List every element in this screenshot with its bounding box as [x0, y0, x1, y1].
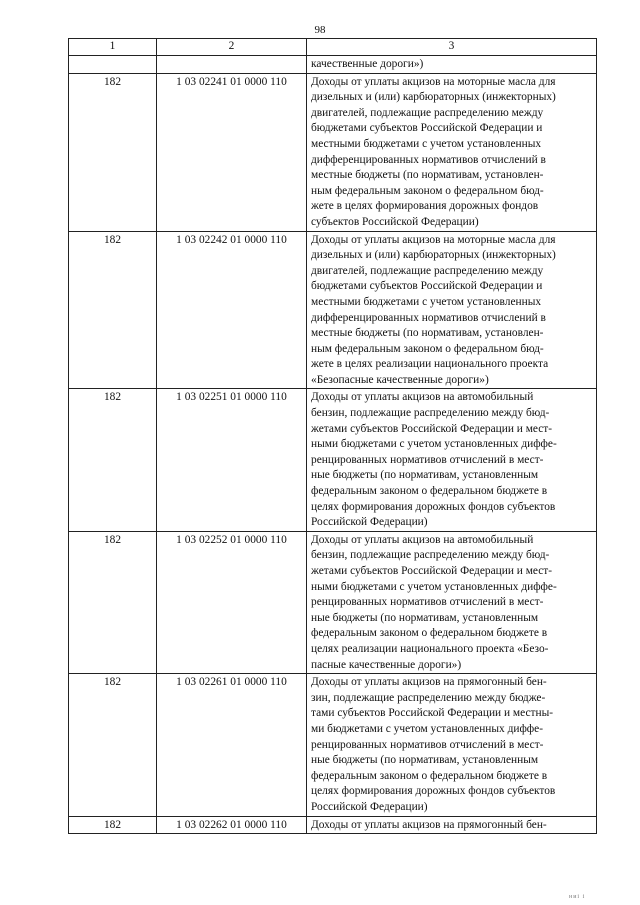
description-line: ные бюджеты (по нормативам, установленным: [311, 611, 539, 624]
description-line: жете в целях реализации национального проекта: [311, 358, 549, 371]
description-line: Российской Федерации): [311, 800, 428, 813]
description-line: ренцированных нормативов отчислений в мест-: [311, 738, 544, 751]
budget-classification-code-cell: 1 03 02262 01 0000 110: [157, 816, 307, 834]
admin-code-cell: 182: [69, 231, 157, 389]
description-line: местные бюджеты (по нормативам, установлен-: [311, 327, 544, 340]
table-row: [69, 816, 597, 834]
description-line: целях формирования дорожных фондов субъектов: [311, 500, 556, 513]
description-line: ным федеральным законом о федеральном бюд-: [311, 184, 544, 197]
description-line: федеральным законом о федеральном бюджете в: [311, 627, 548, 640]
description-line: местными бюджетами с учетом установленных: [311, 137, 542, 150]
description-line: ми бюджетами с учетом установленных диффе-: [311, 722, 544, 735]
description-line: ным федеральным законом о федеральном бюд-: [311, 342, 544, 355]
description-line: бюджетами субъектов Российской Федерации и: [311, 122, 543, 135]
description-line: Доходы от уплаты акцизов на моторные масла для: [311, 233, 556, 246]
revenue-description-cell: [307, 56, 597, 74]
table-row: [69, 531, 597, 673]
revenue-description-cell: [307, 73, 597, 231]
description-line: дифференцированных нормативов отчислений в: [311, 153, 546, 166]
description-line: качественные дороги»): [311, 58, 424, 70]
description-line: ными бюджетами с учетом установленных диффе-: [311, 580, 557, 593]
description-line: Доходы от уплаты акцизов на моторные масла для: [311, 75, 556, 88]
description-line: двигателей, подлежащие распределению между: [311, 264, 544, 277]
description-line: местными бюджетами с учетом установленных: [311, 295, 542, 308]
description-line: целях реализации национального проекта «Безо-: [311, 642, 549, 655]
budget-classification-code-cell: [157, 56, 307, 74]
column-number-3: 3: [307, 39, 597, 56]
table-row: [69, 231, 597, 389]
column-number-2: 2: [157, 39, 307, 56]
revenue-description-cell: [307, 816, 597, 834]
revenue-description-cell: [307, 231, 597, 389]
revenue-description-cell: [307, 389, 597, 531]
description-line: жете в целях формирования дорожных фондов: [311, 200, 539, 213]
page-number: 98: [314, 24, 326, 36]
table-row: [69, 389, 597, 531]
description-line: дизельных и (или) карбюраторных (инжекторных): [311, 249, 556, 262]
budget-classification-code-cell: 1 03 02251 01 0000 110: [157, 389, 307, 531]
description-line: бензин, подлежащие распределению между бюд-: [311, 407, 550, 420]
budget-revenue-table: [68, 38, 597, 834]
description-line: ренцированных нормативов отчислений в мест-: [311, 453, 544, 466]
description-line: «Безопасные качественные дороги»): [311, 373, 489, 386]
description-line: жетами субъектов Российской Федерации и мест-: [311, 422, 553, 435]
description-line: ренцированных нормативов отчислений в мест-: [311, 596, 544, 609]
description-line: жетами субъектов Российской Федерации и мест-: [311, 565, 553, 577]
description-line: зин, подлежащие распределению между бюдже-: [311, 691, 546, 704]
revenue-description-cell: [307, 531, 597, 673]
description-line: ные бюджеты (по нормативам, установленным: [311, 754, 539, 767]
description-line: ные бюджеты (по нормативам, установленным: [311, 469, 539, 482]
admin-code-cell: 182: [69, 531, 157, 673]
description-line: двигателей, подлежащие распределению между: [311, 106, 544, 119]
table-row: [69, 674, 597, 816]
description-line: целях формирования дорожных фондов субъектов: [311, 785, 556, 798]
description-line: тами субъектов Российской Федерации и местны-: [311, 707, 554, 720]
budget-classification-code-cell: 1 03 02261 01 0000 110: [157, 674, 307, 816]
scan-footer-mark: ниі і: [569, 894, 586, 900]
column-number-1: 1: [69, 39, 157, 56]
continuation-row: [69, 56, 597, 74]
description-line: федеральным законом о федеральном бюджете в: [311, 769, 548, 782]
admin-code-cell: 182: [69, 73, 157, 231]
budget-classification-code-cell: 1 03 02242 01 0000 110: [157, 231, 307, 389]
description-line: местные бюджеты (по нормативам, установлен-: [311, 169, 544, 182]
table-header-row: [69, 39, 597, 56]
description-line: Российской Федерации): [311, 516, 428, 529]
admin-code-cell: 182: [69, 816, 157, 834]
description-line: Доходы от уплаты акцизов на прямогонный бен-: [311, 676, 547, 689]
description-line: ными бюджетами с учетом установленных диффе-: [311, 438, 557, 451]
description-line: Доходы от уплаты акцизов на автомобильный: [311, 533, 534, 546]
revenue-description-cell: [307, 674, 597, 816]
description-line: дифференцированных нормативов отчислений в: [311, 311, 546, 324]
admin-code-cell: [69, 56, 157, 74]
admin-code-cell: 182: [69, 674, 157, 816]
budget-classification-code-cell: 1 03 02241 01 0000 110: [157, 73, 307, 231]
description-line: бензин, подлежащие распределению между бюд-: [311, 549, 550, 562]
description-line: субъектов Российской Федерации): [311, 215, 479, 228]
admin-code-cell: 182: [69, 389, 157, 531]
description-line: Доходы от уплаты акцизов на прямогонный бен-: [311, 818, 547, 831]
table-row: [69, 73, 597, 231]
description-line: Доходы от уплаты акцизов на автомобильный: [311, 391, 534, 404]
description-line: федеральным законом о федеральном бюджете в: [311, 485, 548, 498]
description-line: дизельных и (или) карбюраторных (инжекторных): [311, 91, 556, 104]
description-line: пасные качественные дороги»): [311, 658, 462, 671]
budget-classification-code-cell: 1 03 02252 01 0000 110: [157, 531, 307, 673]
description-line: бюджетами субъектов Российской Федерации и: [311, 280, 543, 293]
